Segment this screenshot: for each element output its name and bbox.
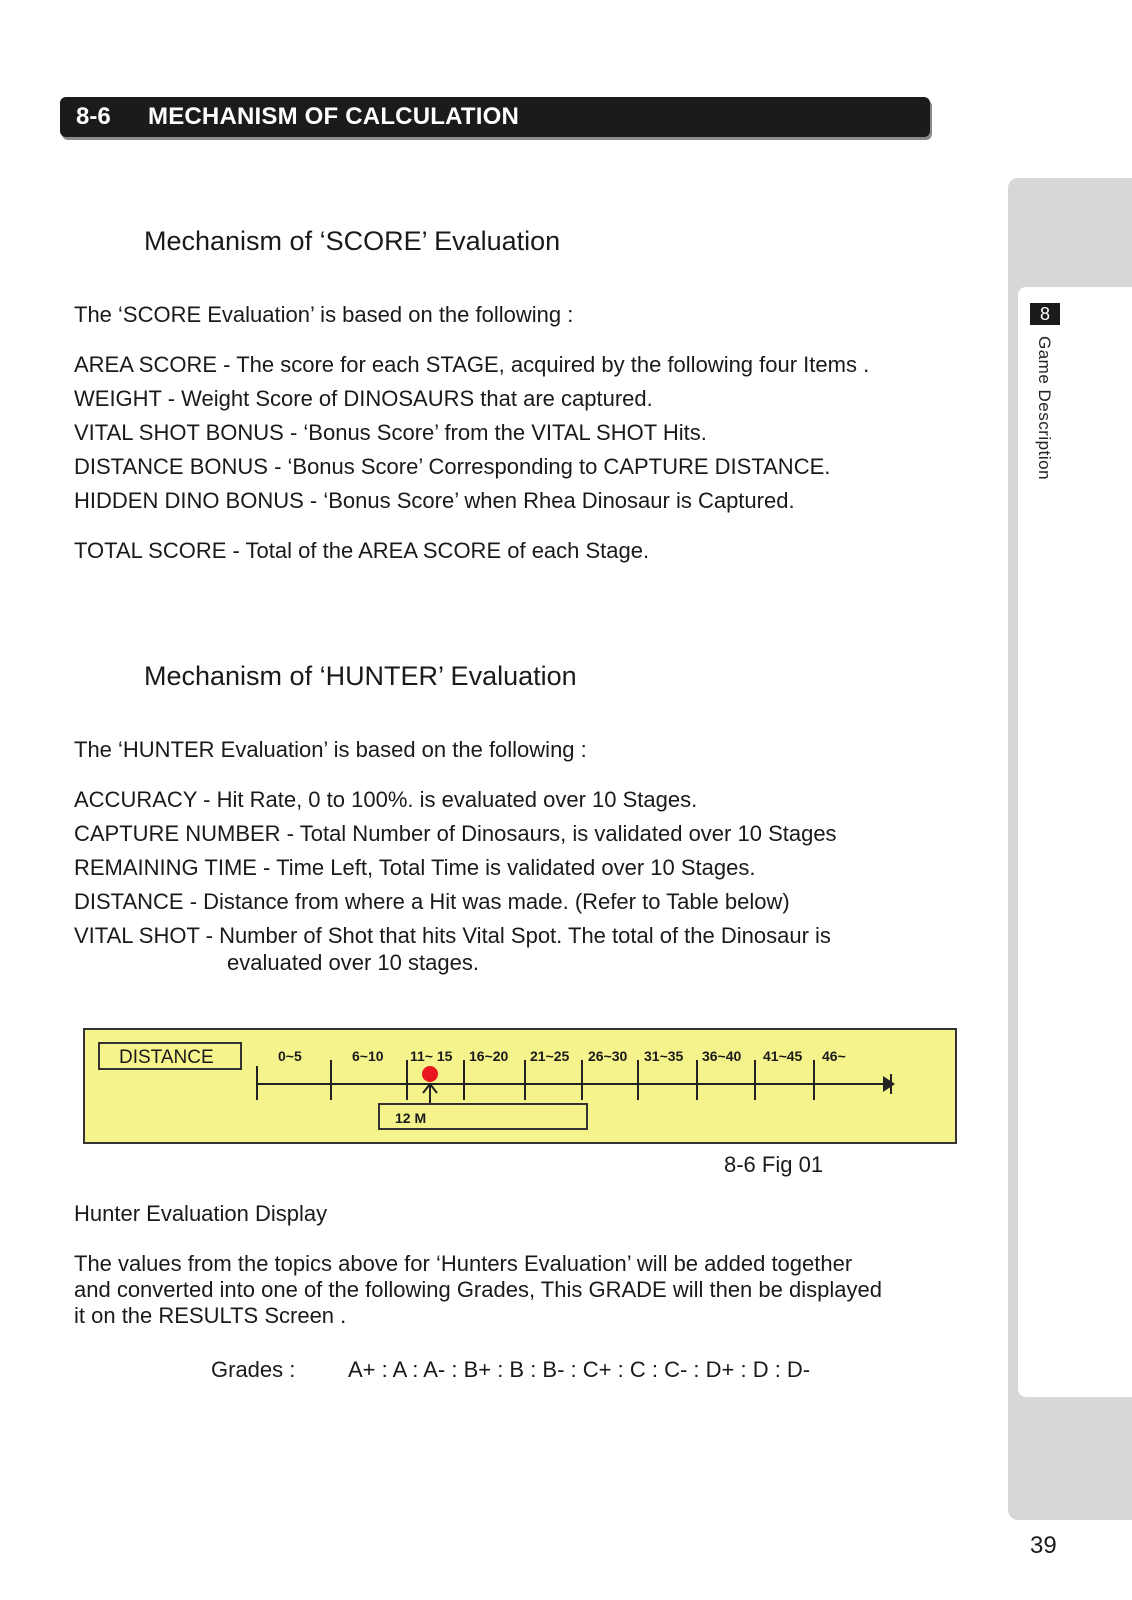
display-paragraph-line-2: and converted into one of the following Grades, This GRADE will then be displayed: [74, 1277, 882, 1302]
hunter-item-distance: DISTANCE - Distance from where a Hit was made. (Refer to Table below): [74, 889, 790, 914]
distance-ticks: [257, 1060, 814, 1100]
page-number: 39: [1030, 1532, 1057, 1559]
score-item-vital-shot-bonus: VITAL SHOT BONUS - ‘Bonus Score’ from the VITAL SHOT Hits.: [74, 420, 707, 445]
display-paragraph-line-1: The values from the topics above for ‘Hunters Evaluation’ will be added together: [74, 1251, 853, 1276]
distance-label: DISTANCE: [119, 1047, 214, 1068]
figure-caption: 8-6 Fig 01: [724, 1152, 824, 1177]
display-heading: Hunter Evaluation Display: [74, 1201, 328, 1226]
hunter-item-vital-shot-cont: evaluated over 10 stages.: [227, 950, 479, 975]
grades-value: A+ : A : A- : B+ : B : B- : C+ : C : C- : D+ : D : D-: [348, 1357, 811, 1382]
section-header-bar: [60, 97, 930, 137]
distance-range-labels: [278, 1048, 846, 1064]
score-item-area: AREA SCORE - The score for each STAGE, acquired by the following four Items .: [74, 352, 870, 377]
section-number: 8-6: [76, 103, 111, 130]
distance-range-label: 36~40: [702, 1048, 742, 1064]
chapter-label: Game Description: [1035, 336, 1054, 481]
distance-figure: [83, 1028, 957, 1144]
distance-range-label: 26~30: [588, 1048, 628, 1064]
score-item-distance-bonus: DISTANCE BONUS - ‘Bonus Score’ Corresponding to CAPTURE DISTANCE.: [74, 454, 831, 479]
distance-scale-svg: [85, 1030, 955, 1142]
distance-range-label: 16~20: [469, 1048, 509, 1064]
distance-axis-arrow: [883, 1076, 895, 1092]
distance-range-label: 6~10: [352, 1048, 384, 1064]
distance-range-label: 0~5: [278, 1048, 302, 1064]
distance-range-label: 46~: [822, 1048, 846, 1064]
distance-range-label: 21~25: [530, 1048, 570, 1064]
distance-range-label: 31~35: [644, 1048, 684, 1064]
distance-marker-value: 12 M: [395, 1110, 427, 1126]
hunter-item-accuracy: ACCURACY - Hit Rate, 0 to 100%. is evaluated over 10 Stages.: [74, 787, 698, 812]
score-intro: The ‘SCORE Evaluation’ is based on the following :: [74, 302, 574, 327]
score-item-weight: WEIGHT - Weight Score of DINOSAURS that are captured.: [74, 386, 653, 411]
display-paragraph-line-3: it on the RESULTS Screen .: [74, 1303, 347, 1328]
distance-range-label: 11~ 15: [410, 1048, 453, 1064]
hunter-heading: Mechanism of ‘HUNTER’ Evaluation: [144, 661, 577, 691]
score-total: TOTAL SCORE - Total of the AREA SCORE of each Stage.: [74, 538, 650, 563]
score-item-hidden-dino-bonus: HIDDEN DINO BONUS - ‘Bonus Score’ when Rhea Dinosaur is Captured.: [74, 488, 795, 513]
section-title: MECHANISM OF CALCULATION: [148, 103, 519, 130]
hunter-intro: The ‘HUNTER Evaluation’ is based on the following :: [74, 737, 587, 762]
distance-range-label: 41~45: [763, 1048, 803, 1064]
hunter-item-remaining-time: REMAINING TIME - Time Left, Total Time is validated over 10 Stages.: [74, 855, 756, 880]
hunter-item-capture-number: CAPTURE NUMBER - Total Number of Dinosaurs, is validated over 10 Stages: [74, 821, 837, 846]
hunter-item-vital-shot: VITAL SHOT - Number of Shot that hits Vital Spot. The total of the Dinosaur is: [74, 923, 831, 948]
score-heading: Mechanism of ‘SCORE’ Evaluation: [144, 226, 561, 256]
grades-label: Grades :: [211, 1357, 296, 1382]
distance-marker-dot: [422, 1066, 438, 1082]
chapter-number-badge: 8: [1030, 303, 1060, 325]
